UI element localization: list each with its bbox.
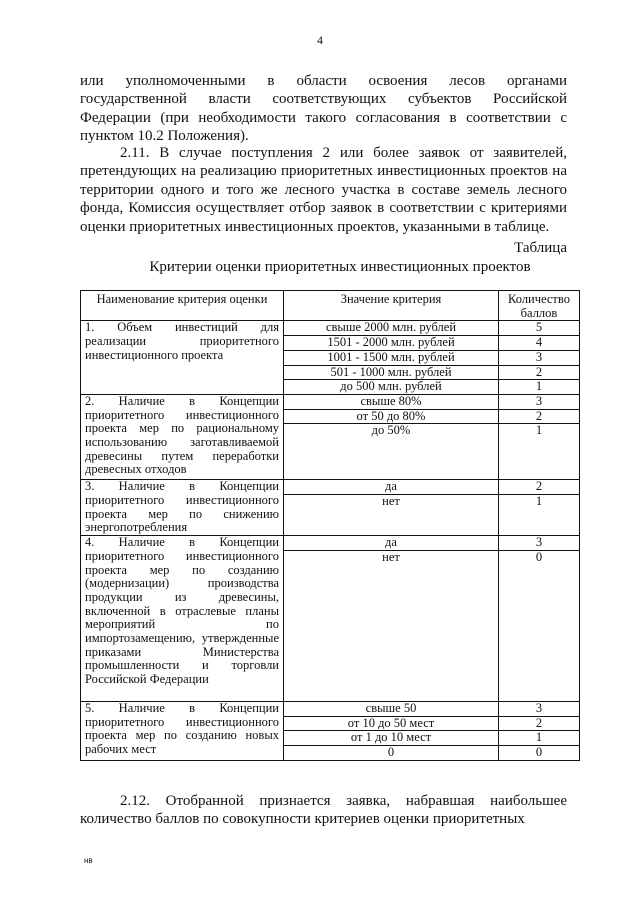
criterion-score: 2 (499, 480, 580, 495)
criterion-value: от 10 до 50 мест (284, 716, 499, 731)
criterion-value: нет (284, 495, 499, 536)
criterion-score: 2 (499, 409, 580, 424)
criterion-score: 1 (499, 731, 580, 746)
criterion-value: 501 - 1000 млн. рублей (284, 365, 499, 380)
criterion-score: 0 (499, 745, 580, 760)
criterion-value: да (284, 480, 499, 495)
criterion-score: 0 (499, 550, 580, 701)
header-score: Количество баллов (499, 291, 580, 321)
criterion-value: от 1 до 10 мест (284, 731, 499, 746)
criterion-score: 3 (499, 701, 580, 716)
criterion-score: 3 (499, 536, 580, 551)
table-row (81, 321, 580, 336)
criterion-value: да (284, 536, 499, 551)
criterion-score: 1 (499, 424, 580, 480)
criterion-name: 2. Наличие в Концепции приоритетного инвестиционного проекта мер по рациональному использованию заготавливаемой древесины путем переработки древесных отходов (81, 394, 284, 479)
criterion-score: 2 (499, 365, 580, 380)
criterion-value: нет (284, 550, 499, 701)
paragraph-2-12: 2.12. Отобранной признается заявка, набравшая наибольшее количество баллов по совокупности критериев оценки приоритетных (80, 793, 567, 828)
table-row (81, 701, 580, 716)
paragraph-continuation: или уполномоченными в области освоения лесов органами государственной власти соответствующих субъектов Российской Федерации (при необходимости такого согласования в соответствии с пунктом 10.2 Положения). (80, 73, 567, 145)
criterion-value: от 50 до 80% (284, 409, 499, 424)
criterion-value: 1001 - 1500 млн. рублей (284, 350, 499, 365)
header-criterion-name: Наименование критерия оценки (81, 291, 284, 321)
criterion-name: 3. Наличие в Концепции приоритетного инвестиционного проекта мер по снижению энергопотребления (81, 480, 284, 536)
criterion-value: 0 (284, 745, 499, 760)
criterion-score: 4 (499, 336, 580, 351)
footer-mark: нв (84, 856, 93, 865)
criterion-value: до 500 млн. рублей (284, 380, 499, 395)
criterion-name: 4. Наличие в Концепции приоритетного инвестиционного проекта мер по созданию (модернизации) производства продукции из древесины, включенной в отраслевые планы мероприятий по импортозамещению, утвержденные приказами Министерства промышленности и торговли Российской Федерации (81, 536, 284, 702)
criterion-value: свыше 80% (284, 394, 499, 409)
table-header-row (81, 291, 580, 321)
criterion-name: 5. Наличие в Концепции приоритетного инвестиционного проекта мер по созданию новых рабочих мест (81, 701, 284, 760)
table-caption: Критерии оценки приоритетных инвестиционных проектов (149, 259, 531, 275)
table-row (81, 394, 580, 409)
criterion-score: 2 (499, 716, 580, 731)
criterion-score: 5 (499, 321, 580, 336)
criterion-score: 1 (499, 380, 580, 395)
criterion-value: 1501 - 2000 млн. рублей (284, 336, 499, 351)
criterion-score: 1 (499, 495, 580, 536)
table-row (81, 480, 580, 495)
table-label: Таблица (514, 240, 567, 256)
page-number: 4 (317, 33, 323, 47)
criterion-score: 3 (499, 350, 580, 365)
criterion-name: 1. Объем инвестиций для реализации приоритетного инвестиционного проекта (81, 321, 284, 395)
header-criterion-value: Значение критерия (284, 291, 499, 321)
criterion-value: свыше 50 (284, 701, 499, 716)
criterion-value: свыше 2000 млн. рублей (284, 321, 499, 336)
criteria-table (80, 290, 580, 761)
criterion-value: до 50% (284, 424, 499, 480)
paragraph-2-11: 2.11. В случае поступления 2 или более заявок от заявителей, претендующих на реализацию приоритетных инвестиционных проектов на территории одного и того же лесного участка в составе земель лесного фонда, Комиссия осуществляет отбор заявок в соответствии с критериями оценки приоритетных инвестиционных проектов, указанными в таблице. (80, 145, 567, 235)
criterion-score: 3 (499, 394, 580, 409)
table-row (81, 536, 580, 551)
